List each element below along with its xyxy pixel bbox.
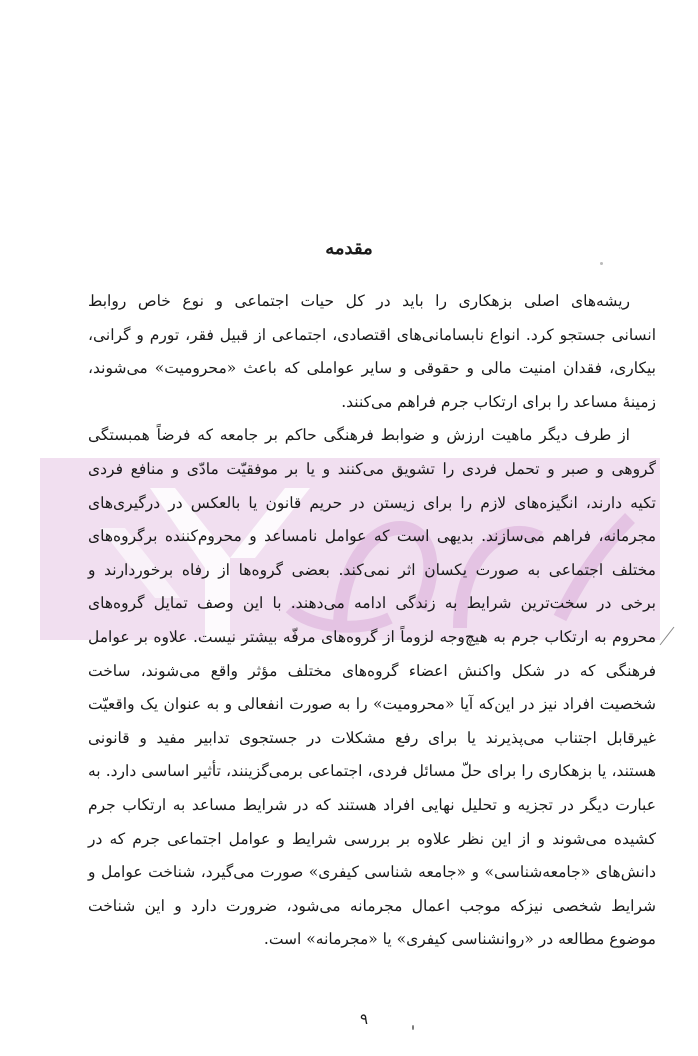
text-line: انسانی جستجو کرد. انواع نابسامانی‌های اقتصادی، اجتماعی از قبیل فقر، تورم و گرانی، xyxy=(88,325,656,344)
text-line: شخصیت افراد نیز در این‌که آیا «محرومیت» را به صورت انفعالی و به عنوان یک واقعیّت xyxy=(88,695,656,714)
pencil-mark-icon xyxy=(658,625,676,647)
text-line: ریشه‌های اصلی بزهکاری را باید در کل حیات اجتماعی و نوع خاص روابط xyxy=(88,292,630,310)
text-line: کشیده می‌شوند و از این نظر علاوه بر بررسی شرایط و عوامل اجتماعی جرم که در xyxy=(88,829,656,848)
text-line: بیکاری، فقدان امنیت مالی و حقوقی و سایر عواملی که باعث «محرومیت» می‌شوند، xyxy=(88,359,656,378)
text-line: عبارت دیگر در تجزیه و تحلیل نهایی افراد هستند که در شرایط مساعد به ارتکاب جرم xyxy=(88,795,656,814)
text-line: محروم به ارتکاب جرم به هیچ‌وجه لزوماً از گروه‌های مرفّه بیشتر نیست. علاوه بر عوامل xyxy=(88,627,656,646)
text-line: موضوع مطالعه در «روانشناسی کیفری» یا «مجرمانه» است. xyxy=(263,930,656,949)
text-line: گروهی و صبر و تحمل فردی را تشویق می‌کنند و یا بر موفقیّت مادّی و منافع فردی xyxy=(88,459,656,478)
text-line: دانش‌های «جامعه‌شناسی» و «جامعه شناسی کیفری» صورت می‌گیرد، شناخت عوامل و xyxy=(88,863,656,882)
scan-speck xyxy=(412,1025,414,1030)
text-line: تکیه دارند، انگیزه‌های لازم را برای زیستن در حریم قانون یا بالعکس در درگیری‌های xyxy=(88,493,656,512)
text-line: فرهنگی که در شکل واکنش اعضاء گروه‌های مختلف مؤثر واقع می‌شوند، ساخت xyxy=(88,661,656,680)
text-line: از طرف دیگر ماهیت ارزش و ضوابط فرهنگی حاکم بر جامعه که فرضاً همبستگی xyxy=(88,426,630,445)
text-line: شرایط شخصی نیزکه موجب اعمال مجرمانه می‌شود، ضرورت دارد و این شناخت xyxy=(88,896,656,915)
scan-speck xyxy=(600,262,603,265)
body-text xyxy=(88,285,656,957)
text-line: هستند، یا بزهکاری را برای حلّ مسائل فردی، اجتماعی برمی‌گزینند، تأثیر اساسی دارد. به xyxy=(88,762,656,781)
section-heading: مقدمه xyxy=(325,238,373,259)
text-line: برخی در سخت‌ترین شرایط به زندگی ادامه می‌دهند. با این وصف تمایل گروه‌های xyxy=(88,594,656,613)
text-line: غیرقابل اجتناب می‌پذیرند یا برای رفع مشکلات در جستجوی تدابیر مفید و قانونی xyxy=(88,728,656,747)
text-line: مجرمانه، فراهم می‌سازند. بدیهی است که عوامل نامساعد و محروم‌کننده برگروه‌های xyxy=(88,527,656,546)
page-number: ۹ xyxy=(360,1010,369,1028)
text-line: مختلف اجتماعی به صورت یکسان اثر نمی‌کند. بعضی گروه‌ها از رفاه برخوردارند و xyxy=(88,560,656,579)
text-line: زمینهٔ مساعد را برای ارتکاب جرم فراهم می‌کنند. xyxy=(341,392,656,411)
